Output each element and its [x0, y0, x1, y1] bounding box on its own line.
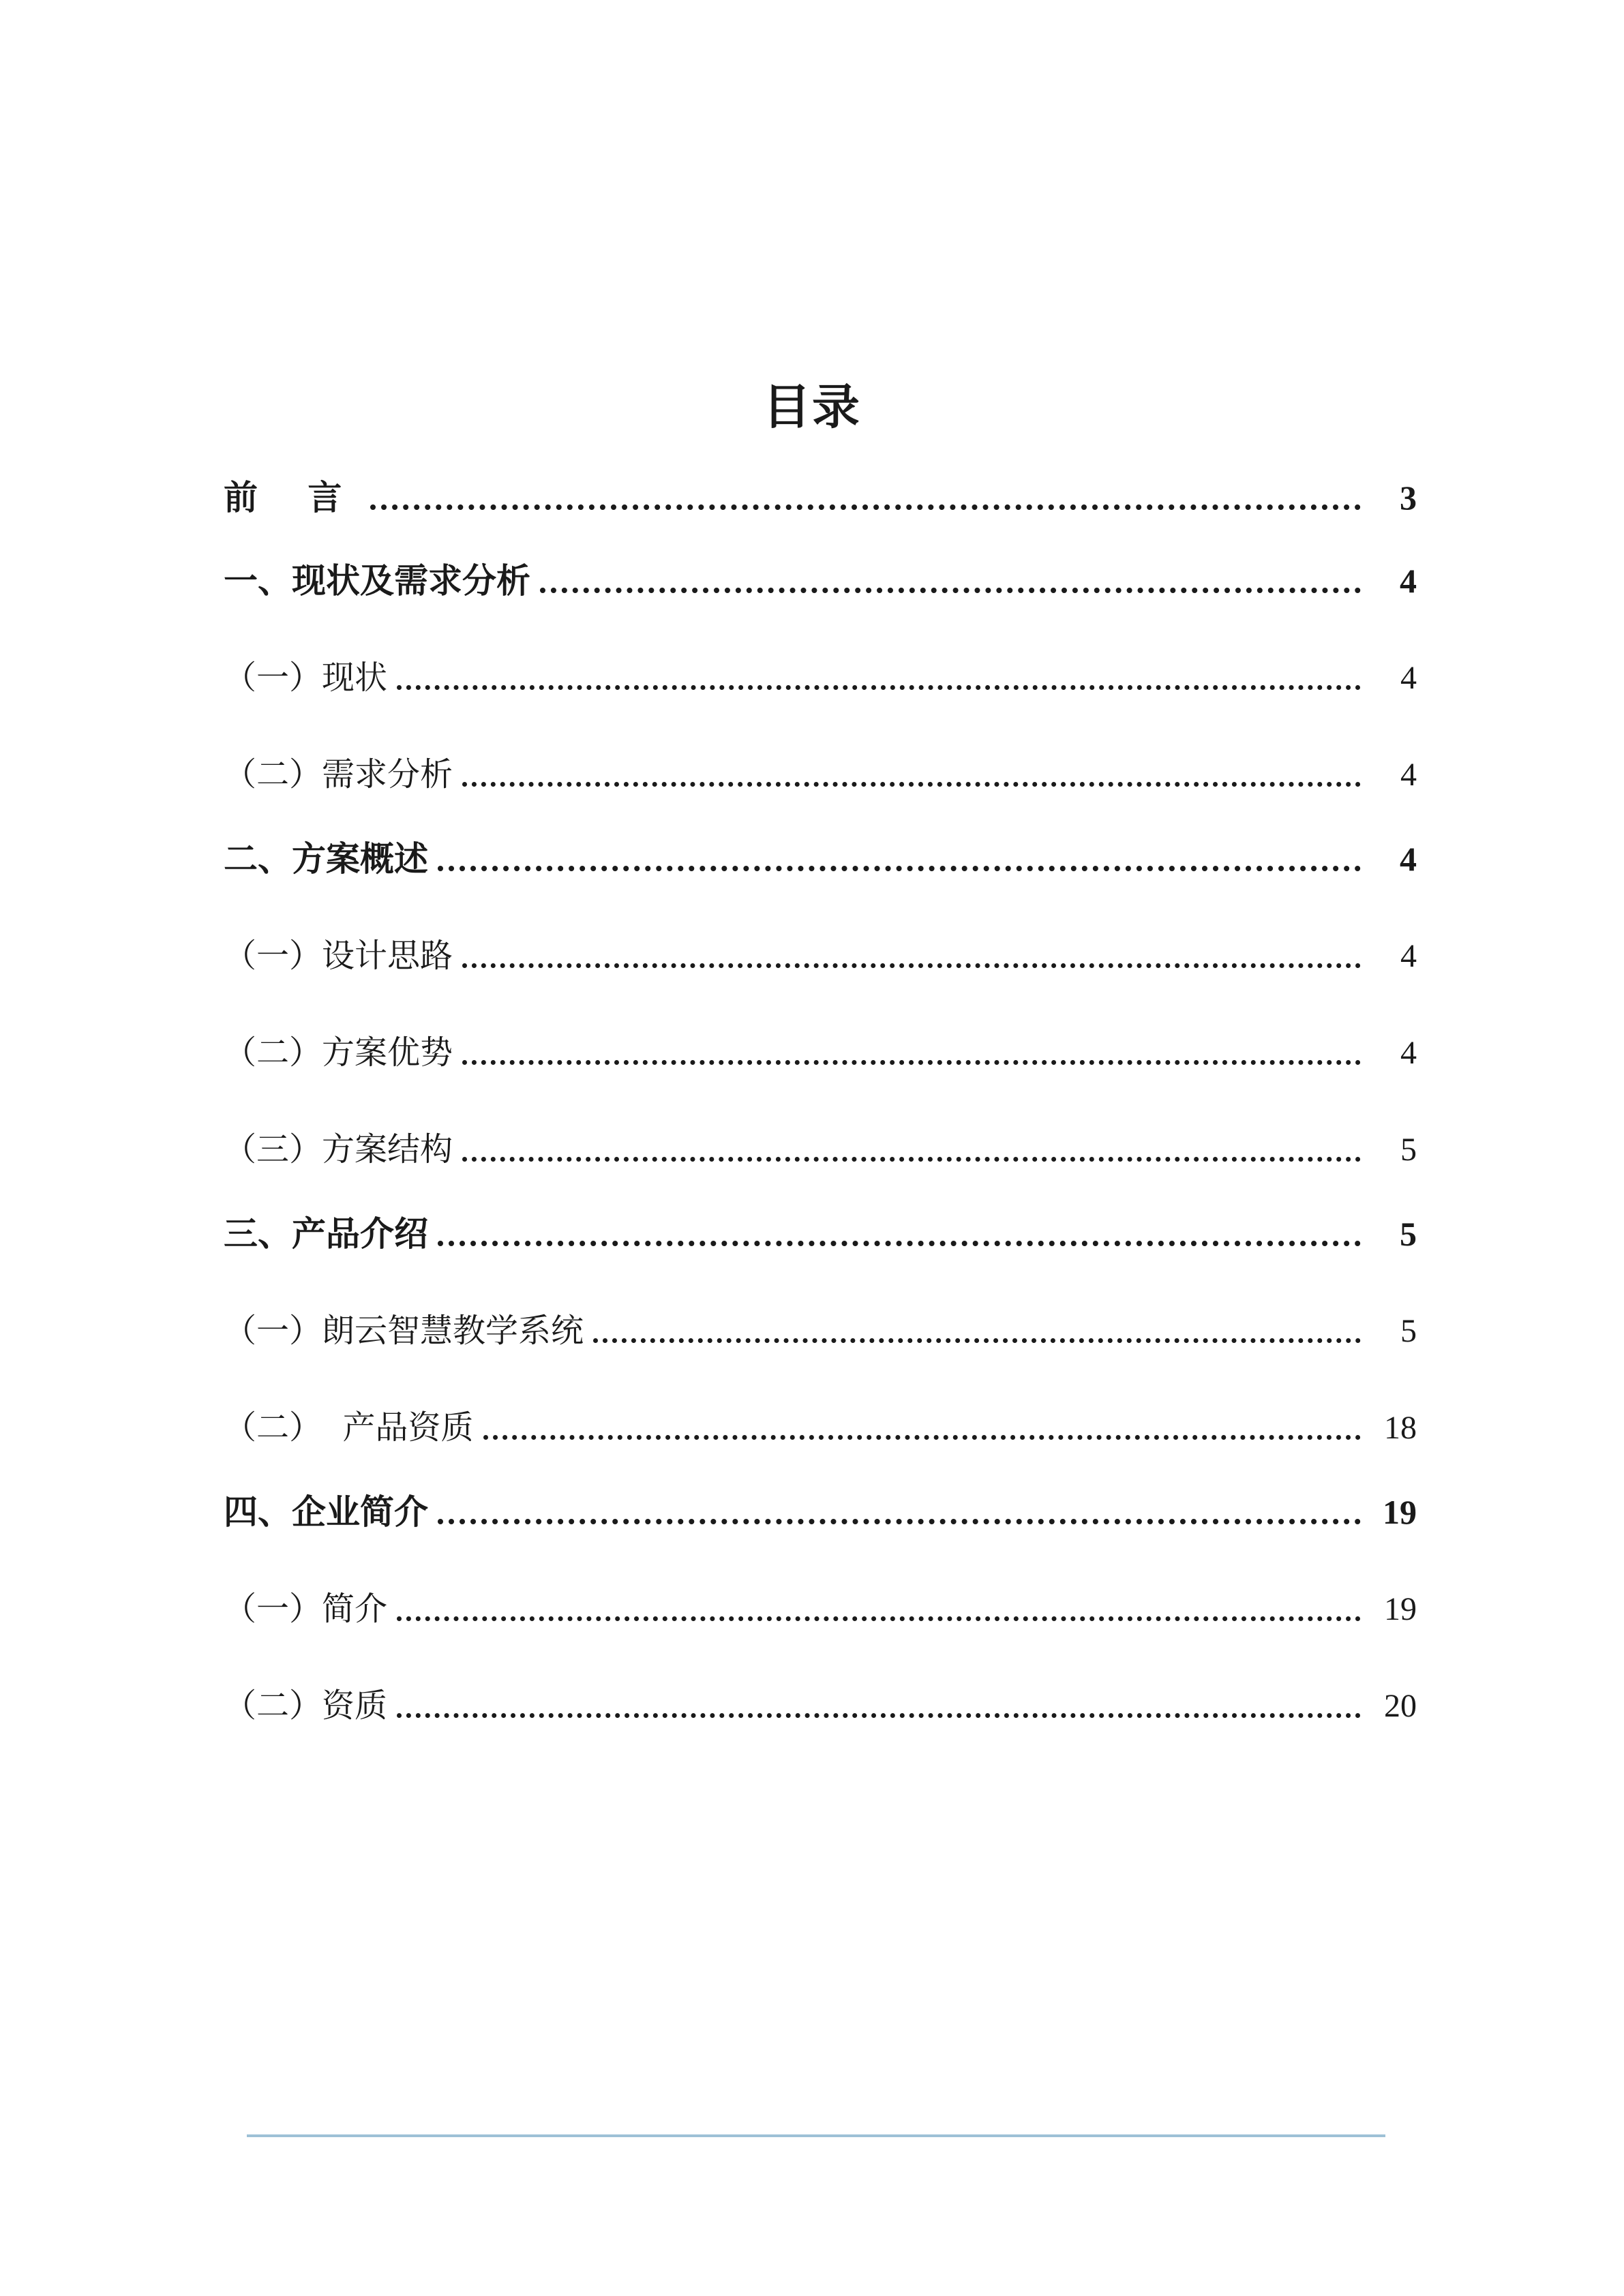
dot-leader: [483, 1435, 1361, 1440]
toc-page-number: 18: [1384, 1410, 1417, 1447]
toc-entry-label: （三）方案结构: [224, 1130, 453, 1169]
toc-entry-section-4-2[interactable]: [224, 1672, 1417, 1726]
toc-entry-label: （一）朗云智慧教学系统: [224, 1312, 584, 1350]
dot-leader: [397, 1616, 1361, 1621]
toc-entry-section-2-3[interactable]: [224, 1115, 1417, 1170]
dot-leader: [438, 1241, 1361, 1246]
dot-leader: [462, 1060, 1361, 1065]
toc-entry-label: 二、方案概述: [224, 839, 428, 879]
toc-entry-section-3-2[interactable]: [224, 1393, 1417, 1448]
toc-page-number: 5: [1400, 1132, 1417, 1168]
dot-leader: [438, 1519, 1361, 1524]
toc-entry-section-3-1[interactable]: [224, 1297, 1417, 1351]
toc-entry-label: （一）简介: [224, 1590, 388, 1629]
dot-leader: [397, 685, 1361, 690]
toc-entry-label: （一）设计思路: [224, 937, 453, 976]
toc-page-number: 5: [1400, 1215, 1417, 1253]
toc-entry-label: （二）需求分析: [224, 755, 453, 794]
toc-entry-section-2-1[interactable]: [224, 922, 1417, 976]
toc-page-number: 4: [1400, 562, 1417, 600]
toc-page-number: 4: [1400, 1035, 1417, 1072]
toc-entry-section-3[interactable]: [224, 1200, 1417, 1254]
toc-entry-label: （一）现状: [224, 659, 388, 697]
toc-entry-section-1-1[interactable]: [224, 644, 1417, 698]
toc-entry-label: 前 言: [224, 477, 361, 517]
toc-title: 目录: [763, 378, 861, 435]
toc-page-number: 20: [1384, 1688, 1417, 1725]
dot-leader: [593, 1338, 1361, 1343]
dot-leader: [462, 963, 1361, 968]
dot-leader: [397, 1713, 1361, 1718]
toc-entry-section-1[interactable]: [224, 547, 1417, 601]
toc-entry-preface[interactable]: [224, 464, 1417, 518]
toc-entry-label: 三、产品介绍: [224, 1213, 428, 1254]
toc-entry-section-2-2[interactable]: [224, 1018, 1417, 1073]
toc-entry-label: （二）方案优势: [224, 1033, 453, 1072]
toc-entry-label: 一、现状及需求分析: [224, 560, 530, 601]
dot-leader: [462, 782, 1361, 787]
footer-rule: [247, 2134, 1385, 2137]
toc-entry-section-4-1[interactable]: [224, 1575, 1417, 1629]
toc-page-number: 4: [1400, 938, 1417, 975]
toc-page-number: 4: [1400, 660, 1417, 697]
toc-page-number: 5: [1400, 1313, 1417, 1350]
toc-page-number: 4: [1400, 757, 1417, 794]
dot-leader: [540, 588, 1361, 593]
toc-page-number: 3: [1400, 479, 1417, 517]
toc-page-number: 19: [1383, 1493, 1417, 1531]
dot-leader: [462, 1157, 1361, 1162]
toc-entry-section-1-2[interactable]: [224, 740, 1417, 795]
dot-leader: [370, 504, 1361, 510]
toc-entry-label: （二） 产品资质: [224, 1408, 474, 1447]
toc-entry-section-4[interactable]: [224, 1478, 1417, 1532]
toc-entry-label: （二）资质: [224, 1687, 388, 1725]
toc-page-number: 4: [1400, 840, 1417, 878]
dot-leader: [438, 866, 1361, 871]
toc-entry-section-2[interactable]: [224, 825, 1417, 879]
toc-page-number: 19: [1384, 1591, 1417, 1628]
toc-entry-label: 四、企业简介: [224, 1492, 428, 1532]
